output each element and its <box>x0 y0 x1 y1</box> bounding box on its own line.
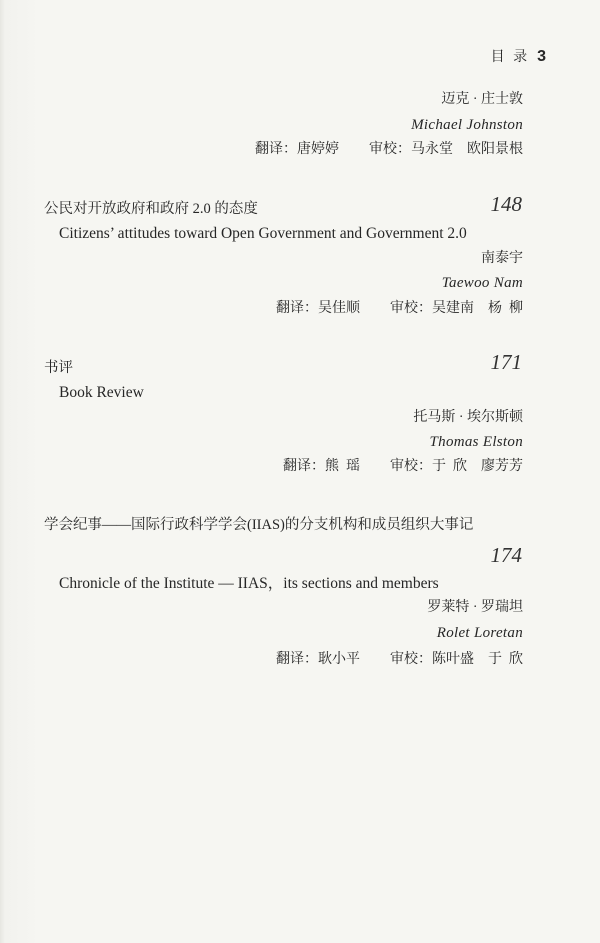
review-label: 审校： <box>390 459 432 474</box>
translation-credit <box>283 458 360 476</box>
author-name-chinese: 罗莱特 · 罗瑞坦 <box>427 600 523 615</box>
author-name-chinese: 迈克 · 庄士敦 <box>441 92 523 107</box>
reviewer-name: 马永堂 <box>411 142 453 157</box>
review-label: 审校： <box>390 652 432 667</box>
reviewer-name: 吴建南 <box>432 301 474 316</box>
credits-line <box>255 141 523 159</box>
author-name-chinese: 托马斯 · 埃尔斯顿 <box>413 410 523 425</box>
review-credit <box>390 651 523 669</box>
translation-label: 翻译： <box>276 301 318 316</box>
reviewer-name: 陈叶盛 <box>432 652 474 667</box>
entry-title-chinese: 公民对开放政府和政府 2.0 的态度 <box>44 201 258 217</box>
reviewer-name: 于 欣 <box>432 459 467 474</box>
credits-line <box>276 651 523 669</box>
translation-credit <box>276 300 360 318</box>
translator-name: 熊 瑶 <box>325 459 360 474</box>
translation-credit <box>255 141 339 159</box>
credits-line <box>283 458 523 476</box>
entry-title-chinese: 书评 <box>44 360 73 376</box>
translator-name: 吴佳顺 <box>318 301 360 316</box>
review-credit <box>390 300 523 318</box>
page-number: 3 <box>537 48 546 65</box>
translation-credit <box>276 651 360 669</box>
entry-title-chinese: 学会纪事——国际行政科学学会(IIAS)的分支机构和成员组织大事记 <box>44 517 474 533</box>
translator-name: 耿小平 <box>318 652 360 667</box>
entry-title-english: Book Review <box>59 384 144 401</box>
review-credit <box>369 141 523 159</box>
reviewer-name: 廖芳芳 <box>481 459 523 474</box>
entry-title-english: Chronicle of the Institute — IIAS，its sections and members <box>59 575 439 592</box>
entry-page-number: 171 <box>490 350 522 374</box>
translation-label: 翻译： <box>276 652 318 667</box>
entry-title-english: Citizens’ attitudes toward Open Government and Government 2.0 <box>59 225 467 242</box>
translation-label: 翻译： <box>255 142 297 157</box>
author-name-english: Rolet Loretan <box>436 625 523 641</box>
translation-label: 翻译： <box>283 459 325 474</box>
author-name-english: Michael Johnston <box>411 117 523 133</box>
author-name-english: Taewoo Nam <box>441 275 523 291</box>
running-header <box>491 47 546 68</box>
author-name-english: Thomas Elston <box>429 434 523 450</box>
reviewer-name: 杨 柳 <box>488 301 523 316</box>
translator-name: 唐婷婷 <box>297 142 339 157</box>
reviewer-name: 于 欣 <box>488 652 523 667</box>
entry-page-number: 174 <box>490 543 522 567</box>
review-credit <box>390 458 523 476</box>
author-name-chinese: 南泰宇 <box>481 251 523 266</box>
entry-page-number: 148 <box>490 192 522 216</box>
review-label: 审校： <box>369 142 411 157</box>
reviewer-name: 欧阳景根 <box>467 142 523 157</box>
credits-line <box>276 300 523 318</box>
section-label: 目 录 <box>490 50 528 65</box>
review-label: 审校： <box>390 301 432 316</box>
